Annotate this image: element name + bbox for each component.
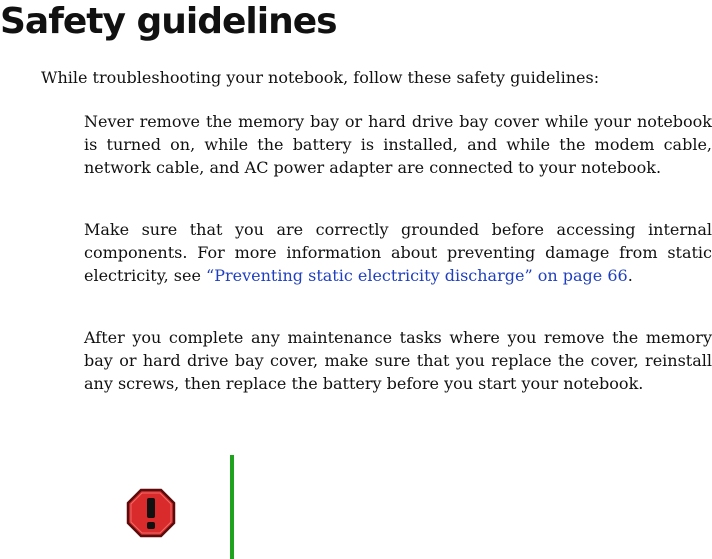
- exclamation-dot: [147, 522, 155, 529]
- intro-paragraph: While troubleshooting your notebook, follow these safety guidelines:: [41, 68, 600, 87]
- guideline-item: After you complete any maintenance tasks where you remove the memory bay or hard drive bay cover, make sure that you replace the cover, reinstall any screws, then replace the battery before you start your notebook.: [84, 328, 712, 393]
- exclamation-bar: [147, 498, 155, 518]
- cross-reference-link[interactable]: “Preventing static electricity discharge” on page 66: [206, 266, 628, 285]
- warning-octagon-icon: [126, 488, 176, 538]
- guideline-text: Make sure that you are correctly grounded before accessing internal components. For more information about preventing damage from static electricity, see: [84, 220, 712, 285]
- guideline-item: Never remove the memory bay or hard drive bay cover while your notebook is turned on, while the battery is installed, and while the modem cable, network cable, and AC power adapter are connected to your notebook.: [84, 112, 712, 177]
- guideline-text: .: [627, 266, 633, 285]
- page-title: Safety guidelines: [0, 1, 337, 42]
- warning-divider: [230, 455, 234, 559]
- guideline-item: [84, 218, 712, 287]
